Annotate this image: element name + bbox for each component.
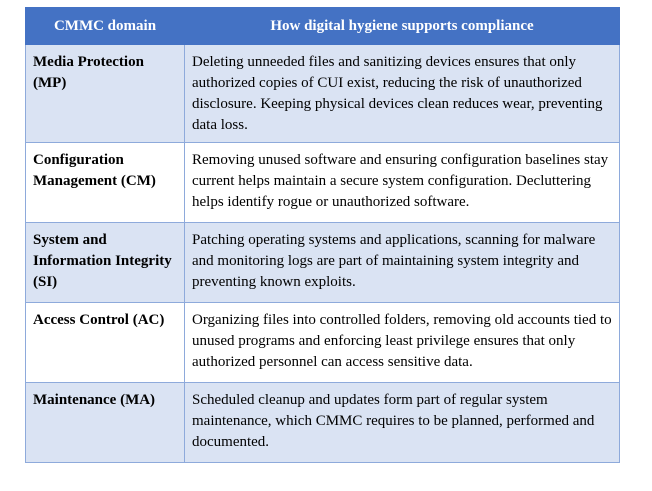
cmmc-hygiene-table [25,7,620,463]
domain-cell: Maintenance (MA) [26,383,185,463]
table-row [26,223,620,303]
description-cell: Deleting unneeded files and sanitizing devices ensures that only authorized copies of CUI exist, reducing the risk of unauthorized disclosure. Keeping physical devices clean reduces wear, preventing data loss. [185,45,620,143]
table-row [26,383,620,463]
table-header-row [26,8,620,45]
table-row [26,45,620,143]
cmmc-table-container [25,7,620,463]
domain-cell: Configuration Management (CM) [26,143,185,223]
description-cell: Patching operating systems and applications, scanning for malware and monitoring logs are part of maintaining system integrity and preventing known exploits. [185,223,620,303]
domain-cell: System and Information Integrity (SI) [26,223,185,303]
table-row [26,303,620,383]
description-cell: Removing unused software and ensuring configuration baselines stay current helps maintain a secure system configuration. Decluttering helps identify rogue or unauthorized software. [185,143,620,223]
table-row [26,143,620,223]
column-header-domain: CMMC domain [26,8,185,45]
domain-cell: Media Protection (MP) [26,45,185,143]
domain-cell: Access Control (AC) [26,303,185,383]
column-header-description: How digital hygiene supports compliance [185,8,620,45]
description-cell: Organizing files into controlled folders, removing old accounts tied to unused programs and enforcing least privilege ensures that only authorized personnel can access sensitive data. [185,303,620,383]
description-cell: Scheduled cleanup and updates form part of regular system maintenance, which CMMC requires to be planned, performed and documented. [185,383,620,463]
